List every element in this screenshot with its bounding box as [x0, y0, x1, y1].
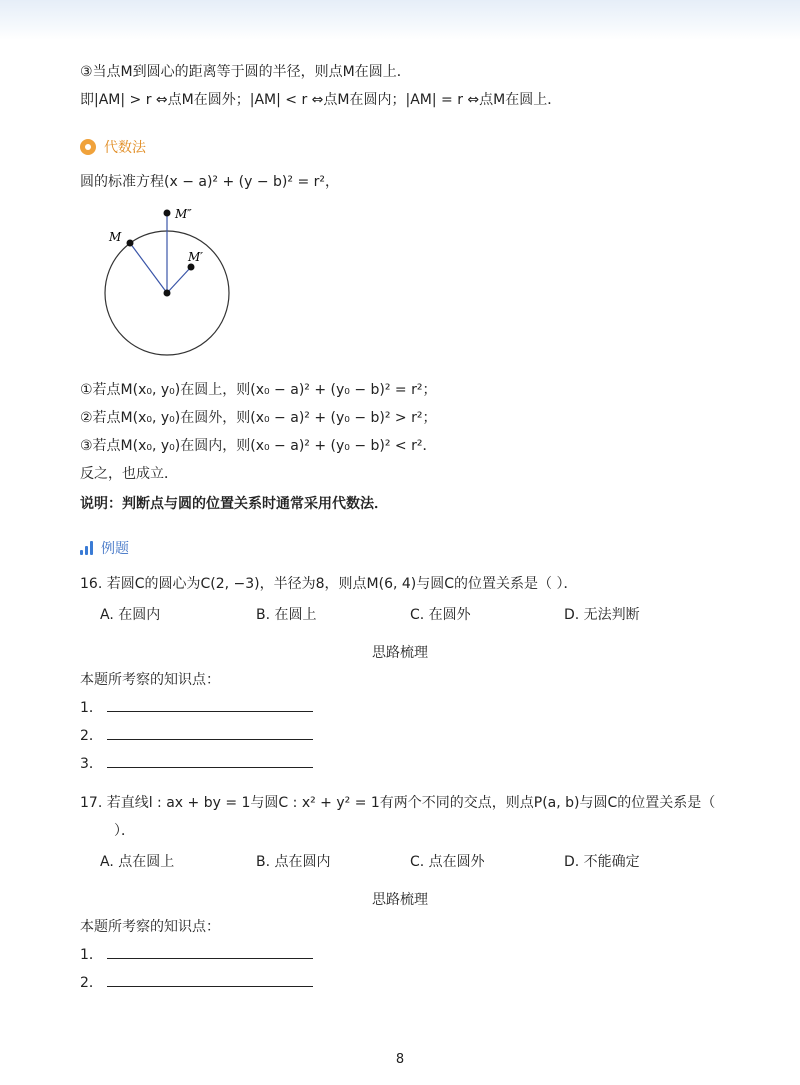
point-m-prime [188, 264, 195, 271]
q17-stem-line-1: 17. 若直线l : ax + by = 1与圆C : x² + y² = 1有两个不同的交点，则点P(a, b)与圆C的位置关系是（ [80, 795, 716, 811]
example-section-header [80, 538, 129, 558]
intro-line-1: ③当点M到圆心的距离等于圆的半径，则点M在圆上． [80, 64, 411, 80]
circle-figure [95, 200, 245, 360]
q16-stem: 16. 若圆C的圆心为C(2, −3)，半径为8，则点M(6, 4)与圆C的位置关系是（ ）． [80, 576, 578, 592]
q17-option-a[interactable]: A. 点在圆上 [100, 854, 175, 870]
point-m-double-prime [164, 210, 171, 217]
q17-blank-2[interactable] [80, 973, 313, 993]
algebra-section-title: 代数法 [104, 140, 146, 156]
q17-option-b[interactable]: B. 点在圆内 [256, 854, 331, 870]
point-m [127, 240, 134, 247]
q16-knowledge-label: 本题所考察的知识点： [80, 672, 220, 688]
q16-option-d[interactable]: D. 无法判断 [564, 607, 640, 623]
q17-knowledge-label: 本题所考察的知识点： [80, 919, 220, 935]
example-section-title: 例题 [101, 541, 129, 557]
blank-underline[interactable] [107, 974, 313, 987]
q16-option-a[interactable]: A. 在圆内 [100, 607, 161, 623]
q16-analysis-title: 思路梳理 [372, 645, 428, 661]
q16-blank-3[interactable] [80, 754, 313, 774]
label-m-prime: M′ [188, 250, 204, 264]
blank-number: 2． [80, 728, 103, 744]
segment-to-m-prime [167, 267, 191, 293]
case-inside-circle: ③若点M(x₀, y₀)在圆内，则(x₀ − a)² + (y₀ − b)² < r²． [80, 438, 437, 454]
center-point [164, 290, 171, 297]
radius-to-m [130, 243, 167, 293]
label-m-double-prime: M″ [175, 207, 192, 221]
blank-underline[interactable] [107, 755, 313, 768]
q17-option-c[interactable]: C. 点在圆外 [410, 854, 485, 870]
q16-blank-1[interactable] [80, 698, 313, 718]
blank-underline[interactable] [107, 946, 313, 959]
q16-blank-2[interactable] [80, 726, 313, 746]
blank-underline[interactable] [107, 699, 313, 712]
blank-number: 1． [80, 700, 103, 716]
lightbulb-icon [80, 139, 96, 155]
blank-underline[interactable] [107, 727, 313, 740]
q17-stem-line-2: ）． [114, 823, 135, 839]
standard-equation-line: 圆的标准方程(x − a)² + (y − b)² = r²， [80, 174, 339, 190]
blank-number: 2． [80, 975, 103, 991]
method-note: 说明：判断点与圆的位置关系时通常采用代数法． [80, 496, 388, 512]
q17-blank-1[interactable] [80, 945, 313, 965]
bar-chart-icon [80, 541, 93, 555]
intro-line-2: 即|AM| > r ⇔点M在圆外；|AM| < r ⇔点M在圆内；|AM| = r ⇔点M在圆上． [80, 92, 562, 108]
q17-option-d[interactable]: D. 不能确定 [564, 854, 640, 870]
q17-analysis-title: 思路梳理 [372, 892, 428, 908]
algebra-section-header [80, 137, 146, 157]
q16-option-b[interactable]: B. 在圆上 [256, 607, 317, 623]
converse-line: 反之，也成立． [80, 466, 178, 482]
blank-number: 3． [80, 756, 103, 772]
case-outside-circle: ②若点M(x₀, y₀)在圆外，则(x₀ − a)² + (y₀ − b)² > r²； [80, 410, 437, 426]
q16-option-c[interactable]: C. 在圆外 [410, 607, 471, 623]
label-m: M [109, 230, 122, 244]
page-number: 8 [395, 1052, 405, 1067]
header-band [0, 0, 800, 40]
blank-number: 1． [80, 947, 103, 963]
case-on-circle: ①若点M(x₀, y₀)在圆上，则(x₀ − a)² + (y₀ − b)² = r²； [80, 382, 437, 398]
